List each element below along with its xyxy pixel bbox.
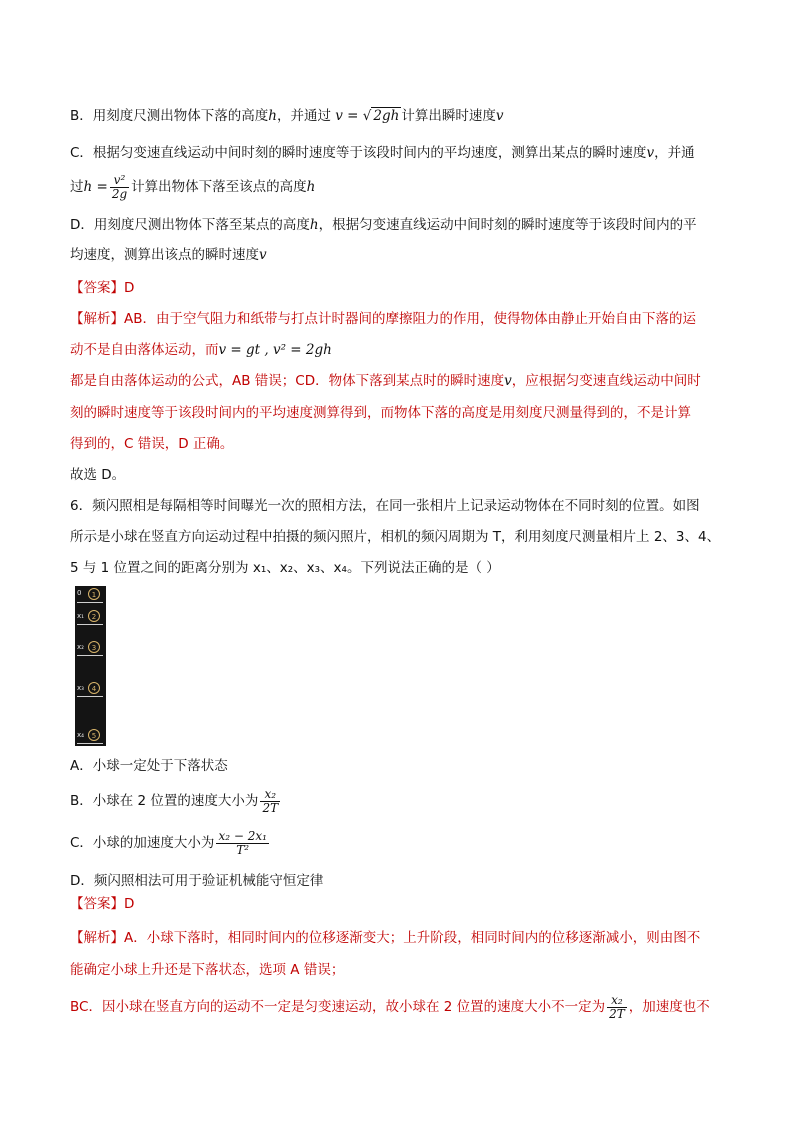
q5-explanation-line2: 动不是自由落体运动，而v = gt , v² = 2gh (70, 342, 332, 358)
q6-stem-line1: 6．频闪照相是每隔相等时间曝光一次的照相方法，在同一张相片上记录运动物体在不同时刻的位置。如图 (70, 498, 700, 514)
q6-stem-line3: 5 与 1 位置之间的距离分别为 x₁、x₂、x₃、x₄。下列说法正确的是（ ） (70, 560, 500, 576)
ruler-mark (77, 696, 103, 697)
q6-explanation-line2: 能确定小球上升还是下落状态，选项 A 错误； (70, 962, 345, 978)
ruler-mark (77, 655, 103, 656)
q5-option-d-line2: 均速度，测算出该点的瞬时速度v (70, 247, 267, 263)
q5-option-c-line1: C．根据匀变速直线运动中间时刻的瞬时速度等于该段时间内的平均速度，测算出某点的瞬时速度v，并通 (70, 145, 695, 161)
photo-label-x3: x₃ (77, 684, 84, 692)
q5-conclusion: 故选 D。 (70, 467, 126, 483)
q5-option-d-line1: D．用刻度尺测出物体下落至某点的高度h，根据匀变速直线运动中间时刻的瞬时速度等于该段时间内的平 (70, 217, 697, 233)
formula-x2-over-2T: $\frac{\text{x₂}}{2T}$ (262, 786, 279, 815)
q5-explanation-line1: 【解析】AB．由于空气阻力和纸带与打点计时器间的摩擦阻力的作用，使得物体由静止开始自由下落的运 (70, 311, 696, 327)
q6-answer: 【答案】D (70, 896, 135, 912)
ball-position-2: 2 (88, 610, 100, 622)
q5-option-c-line2: 过h = $\frac{\text{v²}}{2g}$ 计算出物体下落至该点的高度h (70, 172, 316, 201)
ball-position-4: 4 (88, 682, 100, 694)
q5-answer: 【答案】D (70, 280, 135, 296)
q5-option-b: B．用刻度尺测出物体下落的高度h，并通过 v = √ 2gh 计算出瞬时速度v (70, 108, 504, 124)
formula-vgt: v = gt , v² = 2gh (218, 342, 332, 358)
ruler-mark (77, 624, 103, 625)
formula-v-sqrt: v = √ 2gh (335, 108, 400, 124)
q5-explanation-line4: 刻的瞬时速度等于该段时间内的平均速度测算得到，而物体下落的高度是用刻度尺测量得到的，不是计算 (70, 405, 691, 421)
q5-explanation-line5: 得到的，C 错误，D 正确。 (70, 436, 234, 452)
q6-option-c: C．小球的加速度大小为 $\frac{\text{x₂ − 2x₁}}{\text{T²}}$ (70, 828, 267, 857)
formula-h: h (268, 108, 277, 124)
ball-position-3: 3 (88, 641, 100, 653)
q6-explanation-line3: BC．因小球在竖直方向的运动不一定是匀变速运动，故小球在 2 位置的速度大小不一定为 $\frac{\text{x₂}}{2T}$ ，加速度也不 (70, 992, 710, 1021)
q6-option-b: B．小球在 2 位置的速度大小为 $\frac{\text{x₂}}{2T}$ (70, 786, 279, 815)
q5-explanation-line3: 都是自由落体运动的公式，AB 错误；CD．物体下落到某点时的瞬时速度v，应根据匀变速直线运动中间时 (70, 373, 701, 389)
q6-stem-line2: 所示是小球在竖直方向运动过程中拍摄的频闪照片，相机的频闪周期为 T，利用刻度尺测量相片上 2、3、4、 (70, 529, 721, 545)
photo-label-x4: x₄ (77, 731, 84, 739)
ball-position-1: 1 (88, 588, 100, 600)
formula-v2-over-2g: $\frac{\text{v²}}{2g}$ (111, 172, 128, 201)
photo-label-x1: x₁ (77, 612, 84, 620)
strobe-photo (75, 586, 106, 746)
q6-option-d: D．频闪照相法可用于验证机械能守恒定律 (70, 873, 324, 889)
photo-label-0: 0 (77, 589, 82, 597)
q6-explanation-line1: 【解析】A．小球下落时，相同时间内的位移逐渐变大；上升阶段，相同时间内的位移逐渐减小，则由图不 (70, 930, 701, 946)
formula-acceleration: $\frac{\text{x₂ − 2x₁}}{\text{T²}}$ (218, 828, 267, 857)
photo-label-x2: x₂ (77, 643, 84, 651)
ruler-mark (77, 602, 103, 603)
ruler-mark (77, 743, 103, 744)
ball-position-5: 5 (88, 729, 100, 741)
q6-option-a: A．小球一定处于下落状态 (70, 758, 228, 774)
